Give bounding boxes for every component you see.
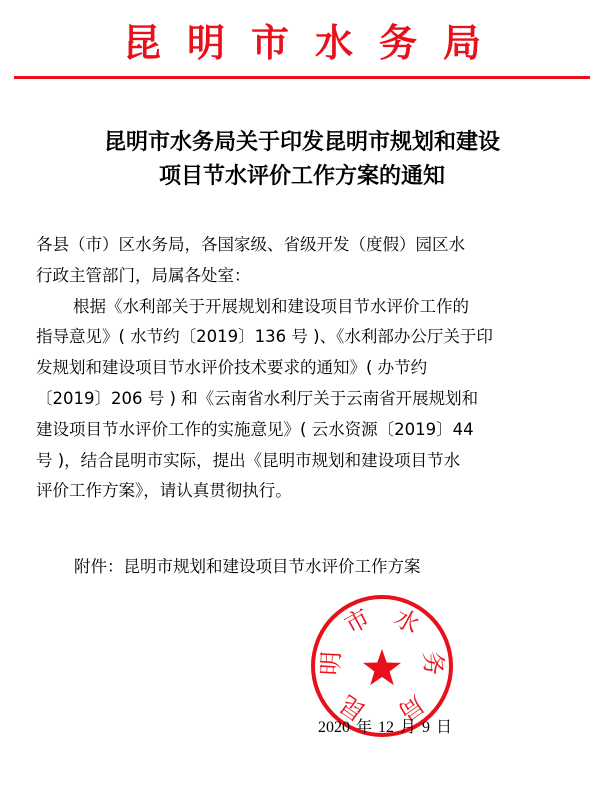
body-line-7: 评价工作方案》，请认真贯彻执行。 — [36, 481, 292, 501]
body-line-2: 指导意见》( 水节约〔2019〕136 号 )、《水利部办公厅关于印 — [36, 327, 493, 347]
attachment-line: 附件：昆明市规划和建设项目节水评价工作方案 — [74, 557, 421, 576]
letterhead-org-name: 昆明市水务局 — [122, 21, 507, 65]
body-line-6: 号 )，结合昆明市实际，提出《昆明市规划和建设项目节水 — [36, 450, 461, 470]
body-line-1: 根据《水利部关于开展规划和建设项目节水评价工作的 — [73, 296, 469, 316]
seal-char: 水 — [389, 603, 425, 640]
letterhead — [0, 18, 604, 68]
seal-char: 明 — [316, 650, 346, 677]
document-body — [36, 230, 572, 507]
seal-char: 昆 — [334, 689, 371, 727]
star-icon — [363, 649, 401, 685]
seal-char: 市 — [339, 603, 375, 640]
body-line-3: 发规划和建设项目节水评价技术要求的通知》( 办节约 — [36, 358, 428, 378]
seal-char: 局 — [393, 689, 430, 727]
letterhead-red-rule — [14, 76, 590, 79]
body-line-4: 〔2019〕206 号 ) 和《云南省水利厅关于云南省开展规划和 — [36, 388, 479, 408]
seal-char: 务 — [418, 650, 448, 677]
title-line-2: 项目节水评价工作方案的通知 — [158, 164, 445, 189]
body-line-5: 建设项目节水评价工作的实施意见》( 云水资源〔2019〕44 — [36, 419, 474, 439]
salutation-line-1: 各县（市）区水务局，各国家级、省级开发（度假）园区水 — [36, 235, 465, 254]
document-date: 2020 年 12 月 9 日 — [318, 719, 453, 736]
title-line-1: 昆明市水务局关于印发昆明市规划和建设 — [103, 130, 500, 155]
document-title — [0, 126, 604, 194]
salutation-line-2: 行政主管部门，局属各处室： — [36, 265, 251, 285]
